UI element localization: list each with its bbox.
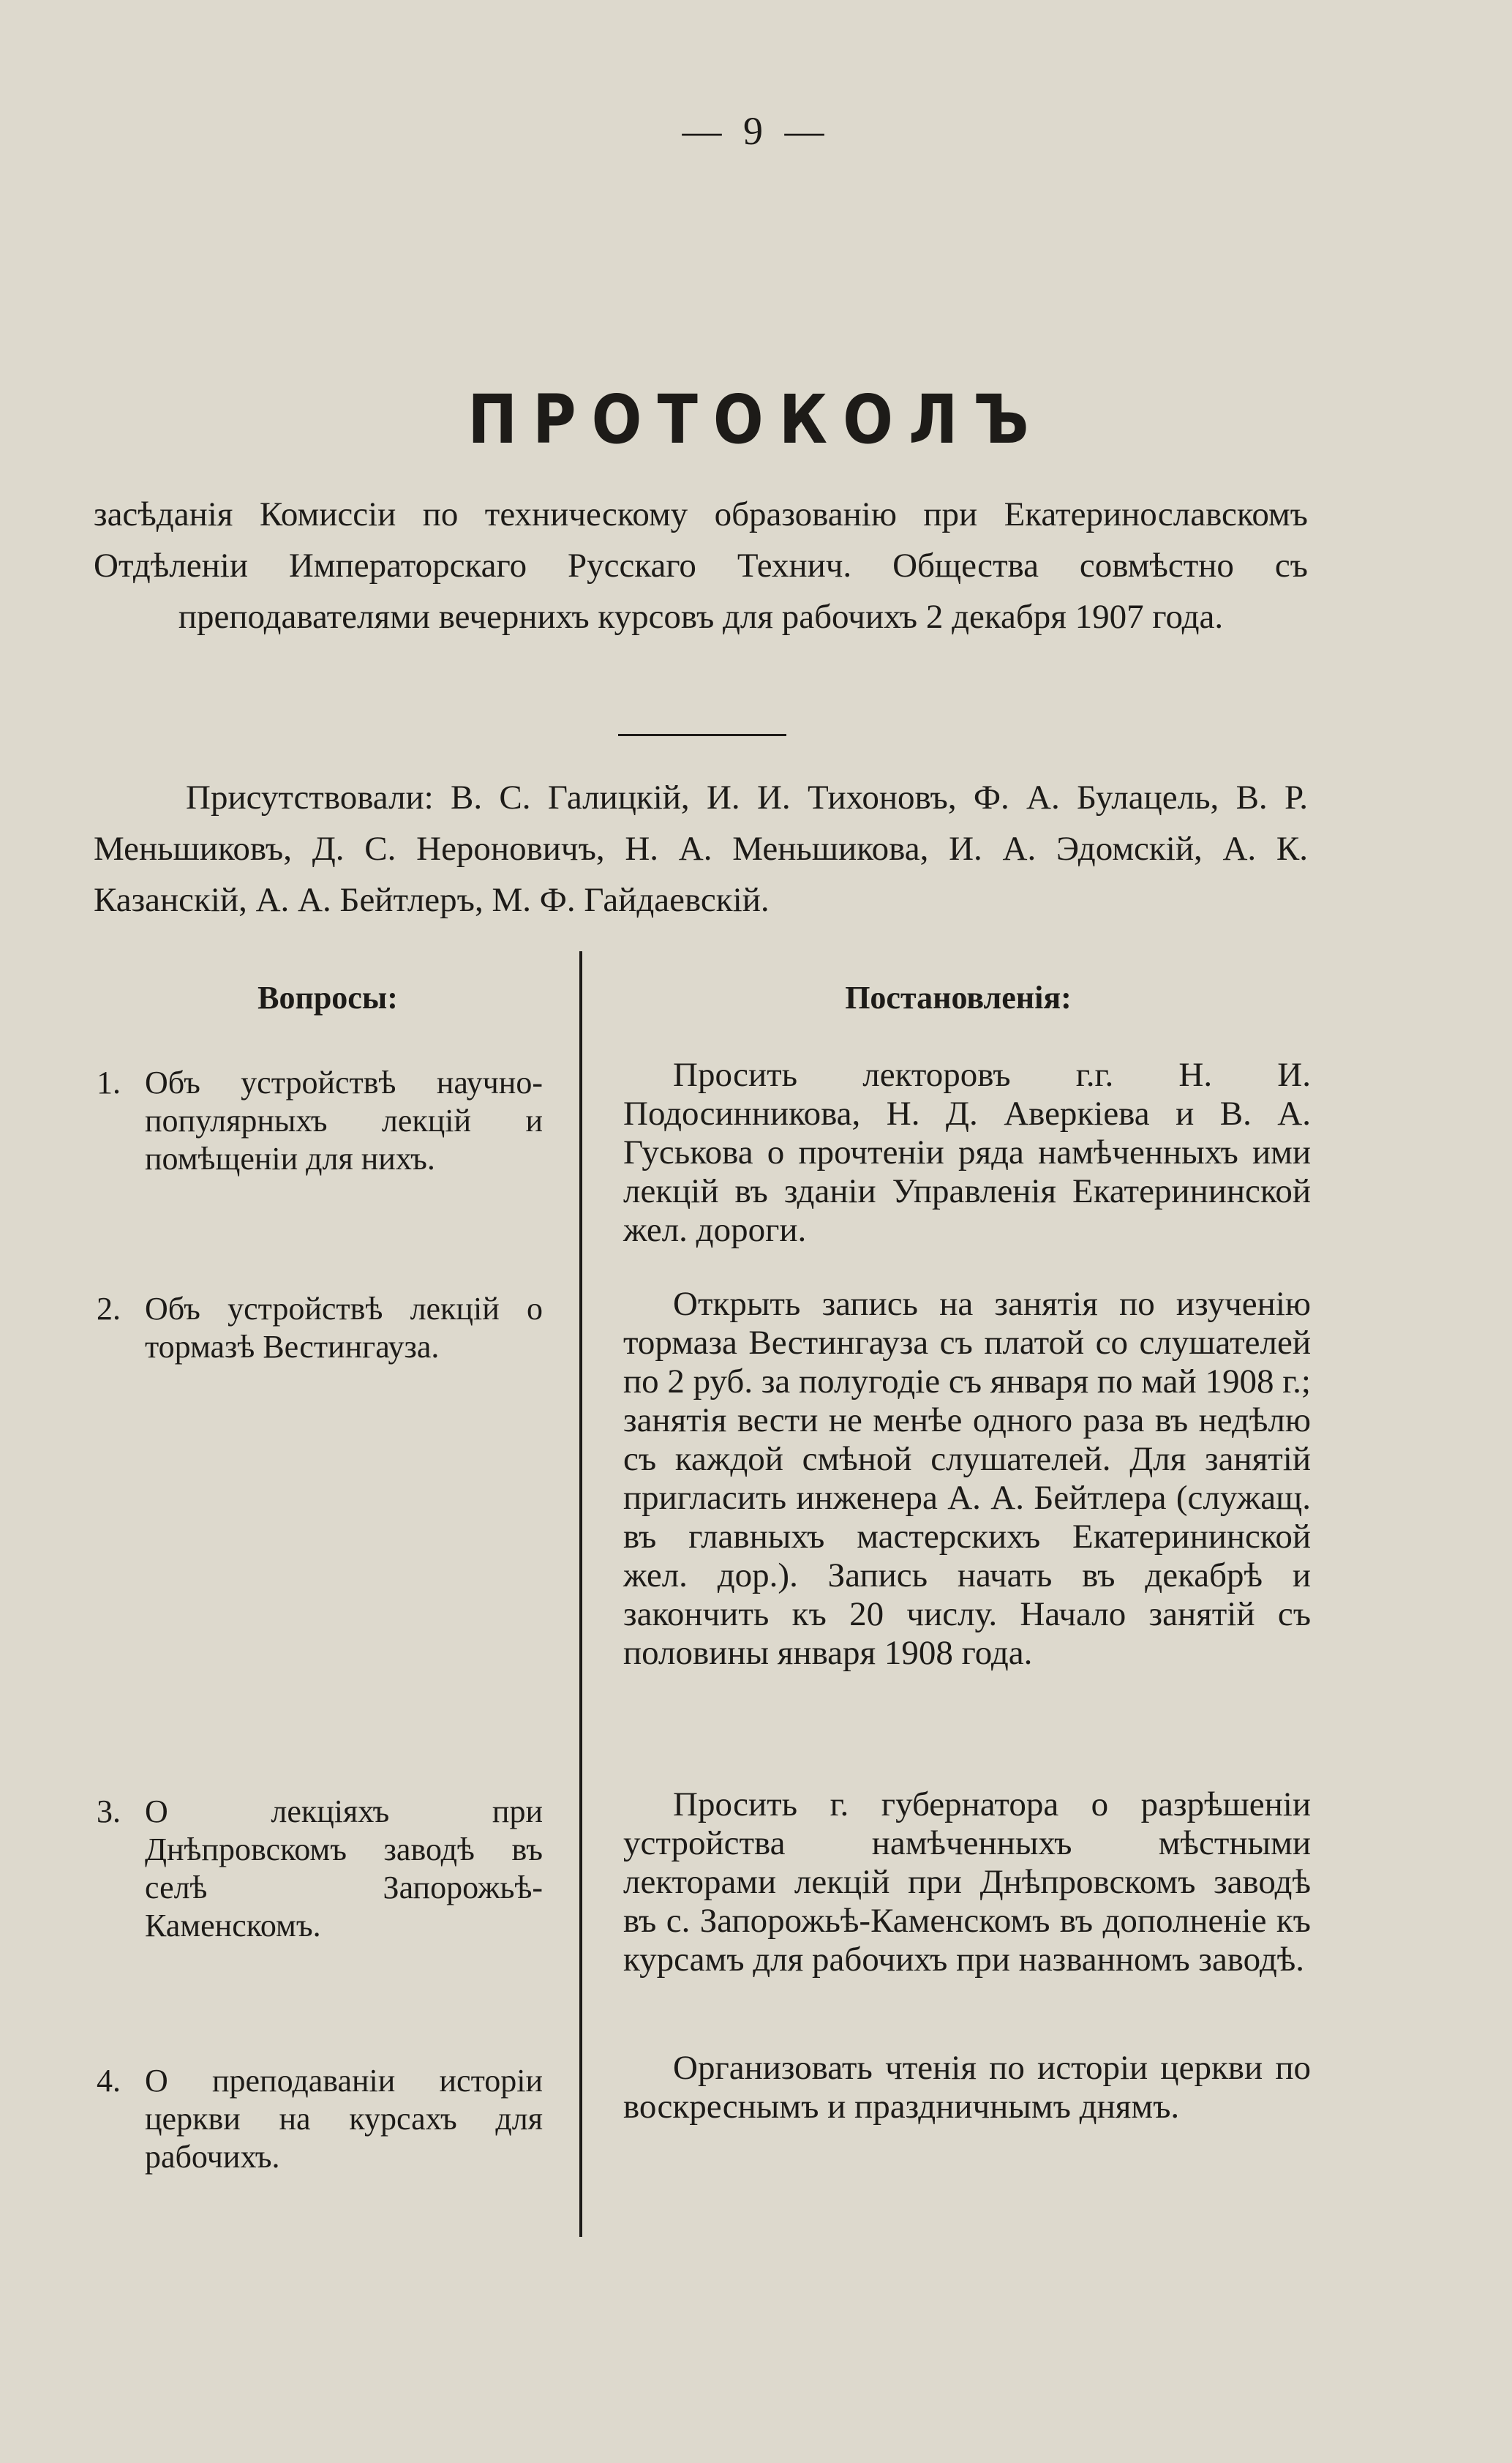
resolutions-heading: Постановленія: [845,980,1072,1016]
question-number: 1. [97,1065,121,1101]
question-number: 2. [97,1291,121,1327]
question-item-2 [97,1290,543,1366]
resolution-item-4: Организовать чтенія по исторіи церкви по воскреснымъ и праздничнымъ днямъ. [623,2049,1311,2126]
question-item-1 [97,1064,543,1178]
document-title: ПРОТОКОЛЪ [467,380,1045,459]
question-item-4 [97,2062,543,2176]
question-text: Объ устройствѣ лекцій о тормазѣ Вестингауза. [145,1291,543,1365]
resolution-item-2: Открыть запись на занятія по изученію тормаза Вестингауза съ платой со слушателей по 2 руб. за полугодіе съ января по май 1908 г.; занятія вести не менѣе одного раза въ недѣлю съ каждой смѣной слушателей. Для занятій пригласить инженера А. А. Бейтлера (служащ. въ главныхъ мастерскихъ Екатерининской жел. дор.). Запись начать въ декабрѣ и закончить къ 20 числу. Начало занятій съ половины января 1908 года. [623,1285,1311,1672]
question-item-3 [97,1793,543,1945]
question-text: О преподаваніи исторіи церкви на курсахъ для рабочихъ. [145,2063,543,2175]
question-text: Объ устройствѣ научно-популярныхъ лекцій и помѣщеніи для нихъ. [145,1065,543,1177]
questions-heading: Вопросы: [257,980,398,1016]
attendees-paragraph: Присутствовали: В. С. Галицкій, И. И. Тихоновъ, Ф. А. Булацель, В. Р. Меньшиковъ, Д. С. Нероновичъ, Н. А. Меньшикова, И. А. Эдомскій, А. К. Казанскій, А. А. Бейтлеръ, М. Ф. Гайдаевскій. [94,779,1308,919]
page-number: — 9 — [682,109,830,153]
question-number: 3. [97,1793,121,1829]
separator-line [618,734,786,736]
resolution-item-1: Просить лекторовъ г.г. Н. И. Подосинникова, Н. Д. Аверкіева и В. А. Гуськова о прочтеніи ряда намѣченныхъ ими лекцій въ зданіи Управленія Екатерининской жел. дороги. [623,1056,1311,1249]
question-text: О лекціяхъ при Днѣпровскомъ заводѣ въ селѣ Запорожьѣ-Каменскомъ. [145,1793,543,1943]
document-subtitle: засѣданія Комиссіи по техническому образованію при Екатеринославскомъ Отдѣленіи Императорскаго Русскаго Технич. Общества совмѣстно съ преподавателями вечернихъ курсовъ для рабочихъ 2 декабря 1907 года. [94,495,1308,636]
resolution-item-3: Просить г. губернатора о разрѣшеніи устройства намѣченныхъ мѣстными лекторами лекцій при Днѣпровскомъ заводѣ въ с. Запорожьѣ-Каменскомъ въ дополненіе къ курсамъ для рабочихъ при названномъ заводѣ. [623,1785,1311,1979]
question-number: 4. [97,2063,121,2099]
column-divider [579,951,582,2237]
